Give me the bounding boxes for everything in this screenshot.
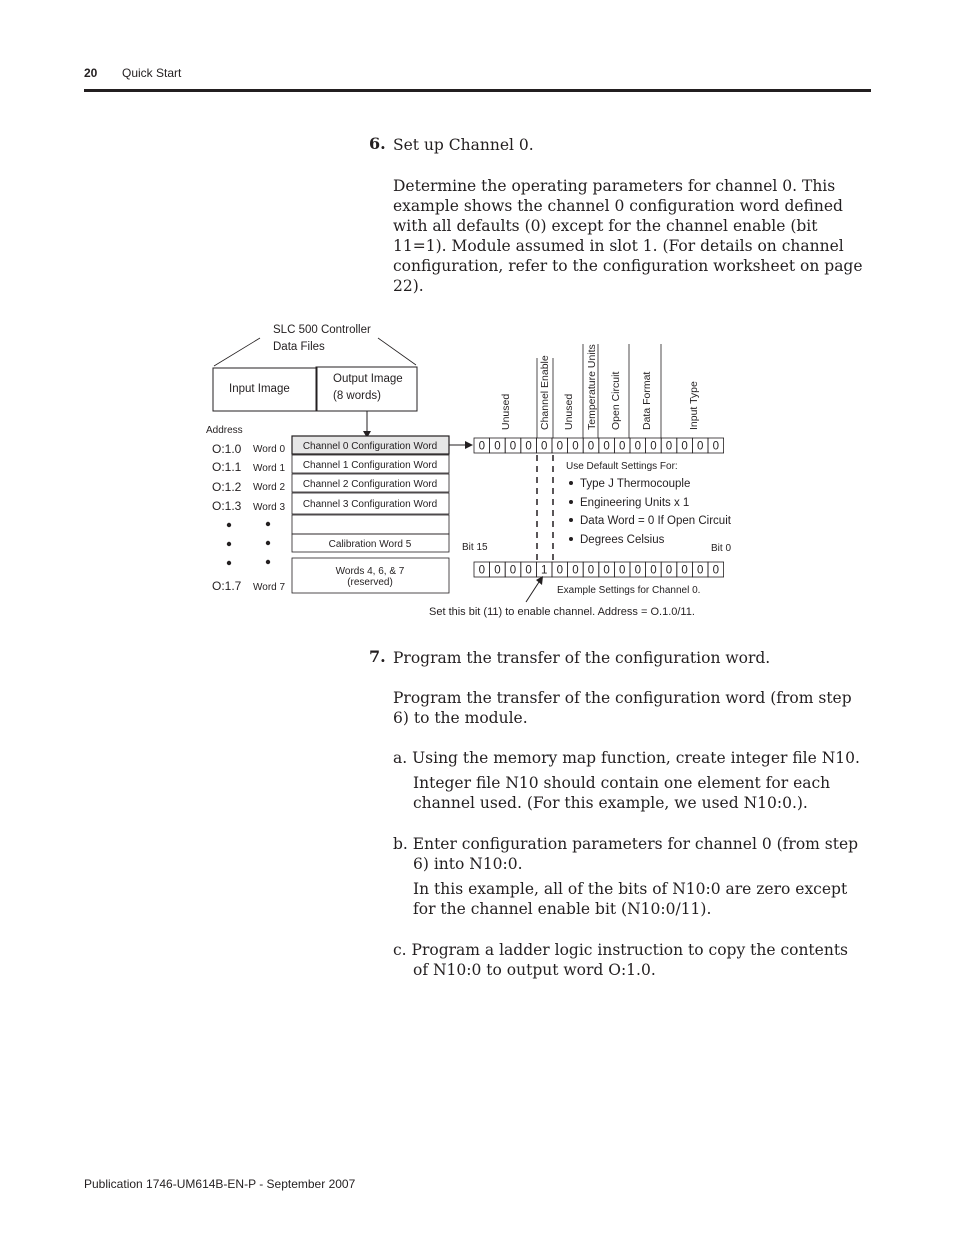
address-o10: O:1.0 bbox=[212, 442, 242, 456]
callout-line-right bbox=[378, 338, 416, 365]
default-bit-value-3: 0 bbox=[665, 440, 673, 453]
address-o12: O:1.2 bbox=[212, 480, 242, 494]
bullet bbox=[569, 518, 573, 522]
field-label-unused-high: Unused bbox=[500, 393, 512, 430]
default-bit-value-12: 0 bbox=[525, 440, 532, 453]
example-bit-value-8: 0 bbox=[587, 564, 595, 577]
bullet bbox=[569, 481, 573, 485]
cell-calibration-label: Calibration Word 5 bbox=[328, 539, 412, 550]
example-bit-value-5: 0 bbox=[634, 564, 642, 577]
step-7-number: 7. bbox=[369, 647, 386, 666]
example-caption: Example Settings for Channel 0. bbox=[557, 585, 701, 596]
default-bit-value-5: 0 bbox=[634, 440, 642, 453]
field-label-channel-enable: Channel Enable bbox=[539, 355, 551, 430]
step-7a-lead: a. Using the memory map function, create integer file N10. bbox=[393, 749, 860, 767]
cell-channel-1-label: Channel 1 Configuration Word bbox=[302, 460, 438, 471]
example-bit-value-10: 0 bbox=[556, 564, 564, 577]
enable-arrow-line bbox=[526, 582, 539, 602]
default-bit-value-15: 0 bbox=[478, 440, 486, 453]
step-6-title: Set up Channel 0. bbox=[393, 136, 534, 154]
default-bit-value-4: 0 bbox=[650, 440, 657, 453]
bit-0-label: Bit 0 bbox=[711, 543, 732, 554]
step-7-paragraph: Program the transfer of the configuration word (from step 6) to the module. bbox=[393, 689, 852, 727]
example-bit-value-9: 0 bbox=[572, 564, 579, 577]
cell-reserved-label-line1: Words 4, 6, & 7 bbox=[335, 566, 405, 577]
defaults-heading: Use Default Settings For: bbox=[566, 461, 678, 472]
cell-reserved-label-line2: (reserved) bbox=[347, 577, 393, 588]
default-bit-value-13: 0 bbox=[509, 440, 517, 453]
address-o17: O:1.7 bbox=[212, 579, 242, 593]
step-7b-detail: In this example, all of the bits of N10:0 are zero except for the channel enable bit (N10:0/11). bbox=[413, 880, 848, 918]
field-label-open-circuit: Open Circuit bbox=[610, 371, 622, 430]
bullet bbox=[569, 537, 573, 541]
address-header: Address bbox=[206, 425, 243, 436]
word-0: Word 0 bbox=[253, 444, 286, 455]
output-image-label-line1: Output Image bbox=[333, 373, 403, 385]
field-label-temperature-units: Temperature Units bbox=[586, 344, 598, 430]
step-7-title: Program the transfer of the configuration word. bbox=[393, 649, 771, 667]
header-rule bbox=[84, 89, 871, 92]
default-item-4: Degrees Celsius bbox=[580, 534, 665, 546]
default-bit-value-0: 0 bbox=[712, 440, 720, 453]
example-bit-value-3: 0 bbox=[665, 564, 673, 577]
step-7c-lead: c. Program a ladder logic instruction to copy the contents of N10:0 to output word O:1.0. bbox=[393, 941, 849, 979]
default-bit-value-7: 0 bbox=[603, 440, 610, 453]
example-bit-value-12: 0 bbox=[525, 564, 532, 577]
address-o11: O:1.1 bbox=[212, 460, 242, 474]
example-bit-value-11: 1 bbox=[540, 564, 548, 577]
ellipsis-dots bbox=[227, 522, 270, 565]
field-label-input-type: Input Type bbox=[688, 381, 700, 430]
example-bit-value-2: 0 bbox=[681, 564, 688, 577]
word-2: Word 2 bbox=[253, 482, 286, 493]
address-o13: O:1.3 bbox=[212, 499, 242, 513]
example-bit-value-13: 0 bbox=[509, 564, 517, 577]
controller-label-line2: Data Files bbox=[273, 341, 325, 353]
example-bit-value-4: 0 bbox=[650, 564, 657, 577]
example-bit-value-7: 0 bbox=[603, 564, 610, 577]
controller-label-line1: SLC 500 Controller bbox=[273, 324, 371, 336]
default-item-1: Type J Thermocouple bbox=[580, 478, 691, 490]
word0-arrow-head bbox=[465, 441, 473, 449]
example-bit-value-15: 0 bbox=[478, 564, 486, 577]
callout-line-left bbox=[214, 338, 260, 366]
example-bit-value-14: 0 bbox=[494, 564, 501, 577]
cell-channel-3-label: Channel 3 Configuration Word bbox=[302, 499, 438, 510]
step-7a-detail: Integer file N10 should contain one element for each channel used. (For this example, we used N10:0.). bbox=[413, 774, 831, 812]
word-1: Word 1 bbox=[253, 463, 286, 474]
default-item-2: Engineering Units x 1 bbox=[580, 497, 690, 509]
example-bit-value-1: 0 bbox=[696, 564, 704, 577]
default-bit-value-11: 0 bbox=[540, 440, 548, 453]
default-bit-value-1: 0 bbox=[696, 440, 704, 453]
bullet bbox=[569, 500, 573, 504]
default-bit-value-2: 0 bbox=[681, 440, 688, 453]
publication-footer: Publication 1746-UM614B-EN-P - September 2007 bbox=[84, 1177, 356, 1191]
step-7b-lead: b. Enter configuration parameters for channel 0 (from step 6) into N10:0. bbox=[393, 835, 859, 873]
default-bit-value-8: 0 bbox=[587, 440, 595, 453]
cell-channel-2-label: Channel 2 Configuration Word bbox=[302, 479, 438, 490]
field-label-unused-mid: Unused bbox=[563, 393, 575, 430]
channel-config-diagram bbox=[200, 318, 740, 628]
default-bit-value-14: 0 bbox=[494, 440, 501, 453]
enable-caption: Set this bit (11) to enable channel. Address = O.1.0/11. bbox=[429, 606, 695, 618]
cell-blank bbox=[292, 515, 449, 534]
default-item-3: Data Word = 0 If Open Circuit bbox=[580, 515, 731, 527]
example-bit-value-0: 0 bbox=[712, 564, 720, 577]
cell-channel-0-label: Channel 0 Configuration Word bbox=[302, 441, 438, 452]
bit-15-label: Bit 15 bbox=[462, 542, 488, 553]
default-bit-field bbox=[474, 438, 724, 453]
word-7: Word 7 bbox=[253, 582, 286, 593]
step-6-paragraph: Determine the operating parameters for channel 0. This example shows the channel 0 configuration word defined with all defaults (0) except for the channel enable (bit 11=1). Module assumed in slot 1. (For details on channel configuration, refer to the configuration worksheet on page 22). bbox=[393, 177, 863, 295]
field-label-data-format: Data Format bbox=[641, 371, 653, 430]
default-bit-value-10: 0 bbox=[556, 440, 564, 453]
example-bit-field bbox=[474, 562, 724, 577]
word-3: Word 3 bbox=[253, 502, 286, 513]
section-title: Quick Start bbox=[122, 66, 182, 80]
page-number: 20 bbox=[84, 66, 98, 80]
default-bit-value-9: 0 bbox=[572, 440, 579, 453]
default-bit-value-6: 0 bbox=[618, 440, 626, 453]
example-bit-value-6: 0 bbox=[618, 564, 626, 577]
input-image-label: Input Image bbox=[229, 383, 290, 395]
step-6-number: 6. bbox=[369, 134, 386, 153]
output-image-label-line2: (8 words) bbox=[333, 390, 381, 402]
